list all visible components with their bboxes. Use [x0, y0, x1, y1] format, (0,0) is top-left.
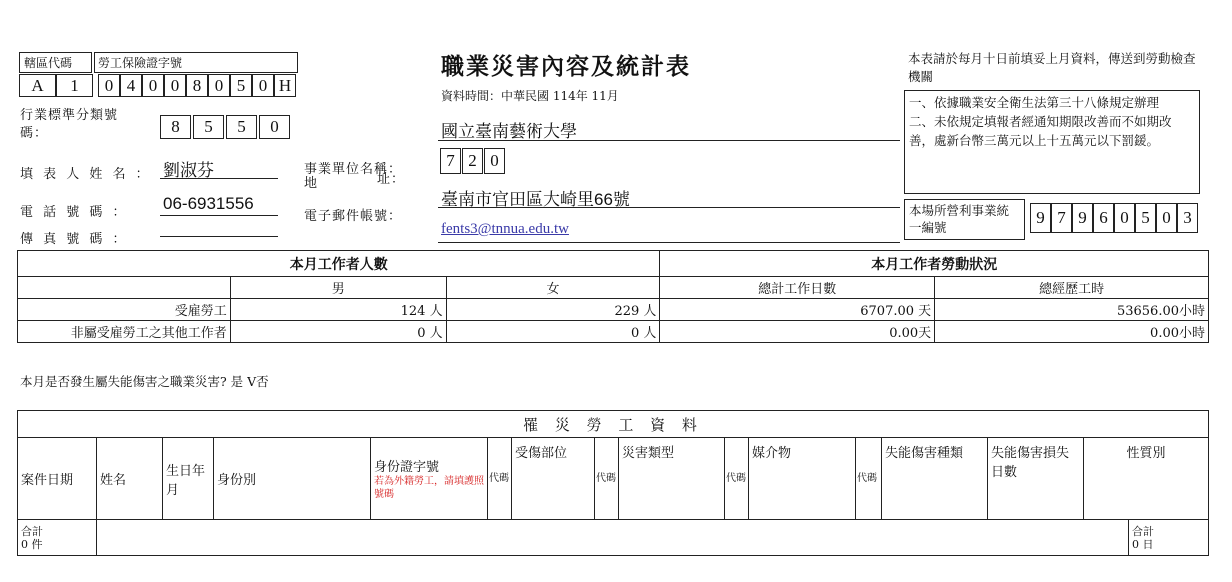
table-row	[18, 321, 1209, 343]
col-date: 案件日期	[18, 438, 97, 520]
page-title: 職業災害內容及統計表	[441, 53, 691, 80]
insurance-no-label: 勞工保險證字號	[94, 52, 298, 73]
tax-id-label: 本場所營利事業統一編號	[904, 199, 1025, 240]
total-hours-header: 總經歷工時	[935, 277, 1209, 299]
insurance-no-digit: 0	[252, 74, 274, 97]
col-code-3: 代碼	[725, 438, 749, 520]
industry-code-digit: 0	[259, 115, 290, 139]
filler-name-label: 填 表 人 姓 名 ：	[20, 167, 152, 182]
total-blank	[97, 520, 1129, 556]
col-injury-part: 受傷部位	[512, 438, 595, 520]
female-header: 女	[446, 277, 660, 299]
region-code-digit: A	[19, 74, 56, 97]
col-medium: 媒介物	[749, 438, 856, 520]
id-number-note: 若為外籍勞工，請填護照號碼	[374, 476, 484, 500]
female-count: 229 人	[446, 299, 660, 321]
col-id-number	[371, 438, 488, 520]
insurance-no-digit: 8	[186, 74, 208, 97]
industry-code-digit: 8	[160, 115, 191, 139]
unit-name: 國立臺南藝術大學	[441, 122, 577, 141]
worker-stats-table	[17, 250, 1209, 343]
total-days: 0.00天	[660, 321, 935, 343]
col-code-2: 代碼	[595, 438, 619, 520]
postal-code-digit: 0	[484, 148, 505, 174]
insurance-no-digit: 4	[120, 74, 142, 97]
tax-id-digit: 7	[1051, 203, 1072, 233]
tax-id-digit: 9	[1030, 203, 1051, 233]
tax-id-digit: 3	[1177, 203, 1198, 233]
fax-label: 傳 真 號 碼 ：	[20, 232, 129, 247]
tax-id-digit: 9	[1072, 203, 1093, 233]
table-row	[18, 299, 1209, 321]
total-cases: 合計 0 件	[18, 520, 97, 556]
filler-name-underline	[160, 178, 278, 179]
insurance-no-digit: 0	[98, 74, 120, 97]
address-underline	[438, 207, 900, 208]
row-label: 非屬受雇勞工之其他工作者	[18, 321, 231, 343]
address-label-2: 址：	[377, 172, 406, 187]
phone-underline	[160, 215, 278, 216]
email-label: 電子郵件帳號：	[304, 209, 403, 224]
unit-name-label: 事業單位名稱：	[304, 162, 403, 177]
email-link[interactable]: fents3@tnnua.edu.tw	[441, 221, 569, 237]
id-number-label: 身份證字號	[374, 460, 440, 475]
insurance-no-digit: H	[274, 74, 296, 97]
male-header: 男	[230, 277, 446, 299]
insurance-no-digit: 0	[142, 74, 164, 97]
insurance-no-digit: 0	[208, 74, 230, 97]
male-count: 124 人	[230, 299, 446, 321]
tax-id-digit: 5	[1135, 203, 1156, 233]
address-value: 臺南市官田區大崎里66號	[441, 190, 630, 209]
total-hours: 53656.00小時	[935, 299, 1209, 321]
region-code-digit: 1	[56, 74, 93, 97]
tax-id-digit: 0	[1156, 203, 1177, 233]
industry-code-digit: 5	[193, 115, 224, 139]
worker-count-title: 本月工作者人數	[18, 251, 660, 277]
phone-value: 06-6931556	[163, 194, 254, 213]
disaster-table	[17, 410, 1209, 556]
industry-code-label: 行業標準分類號碼：	[20, 108, 119, 141]
col-birth: 生日年月	[163, 438, 214, 520]
filler-name: 劉淑芬	[163, 161, 214, 180]
tax-id-digit: 6	[1093, 203, 1114, 233]
total-days-header: 總計工作日數	[660, 277, 935, 299]
blank-header-cell	[18, 277, 231, 299]
col-code-1: 代碼	[488, 438, 512, 520]
submit-note: 本表請於每月十日前填妥上月資料，傳送到勞動檢查機關	[908, 51, 1196, 84]
col-lost-days: 失能傷害損失日數	[988, 438, 1084, 520]
row-label: 受雇勞工	[18, 299, 231, 321]
female-count: 0 人	[446, 321, 660, 343]
region-code-label: 轄區代碼	[19, 52, 92, 73]
col-nature: 性質別	[1084, 438, 1209, 520]
industry-code-digit: 5	[226, 115, 257, 139]
disaster-table-title: 罹 災 勞 工 資 料	[18, 411, 1209, 438]
email-underline	[438, 242, 900, 243]
phone-label: 電 話 號 碼 ：	[20, 205, 129, 220]
data-period: 資料時間：中華民國 114年 11月	[441, 89, 619, 103]
tax-id-digit: 0	[1114, 203, 1135, 233]
unit-name-underline	[438, 140, 900, 141]
regulation-note: 一、依據職業安全衛生法第三十八條規定辦理 二、未依規定填報者經通知期限改善而不如期改善，處新台幣三萬元以上十五萬元以下罰鍰。	[904, 90, 1200, 194]
insurance-no-digit: 5	[230, 74, 252, 97]
col-identity: 身份別	[214, 438, 371, 520]
insurance-no-digit: 0	[164, 74, 186, 97]
col-name: 姓名	[97, 438, 163, 520]
disability-question: 本月是否發生屬失能傷害之職業災害? 是 V否	[20, 374, 269, 389]
postal-code-digit: 7	[440, 148, 461, 174]
col-disaster-type: 災害類型	[619, 438, 725, 520]
col-code-4: 代碼	[856, 438, 882, 520]
total-hours: 0.00小時	[935, 321, 1209, 343]
fax-underline	[160, 236, 278, 237]
address-label-1: 地	[304, 176, 319, 191]
total-days: 6707.00 天	[660, 299, 935, 321]
labor-status-title: 本月工作者勞動狀況	[660, 251, 1209, 277]
postal-code-digit: 2	[462, 148, 483, 174]
total-days-lost: 合計 0 日	[1129, 520, 1209, 556]
male-count: 0 人	[230, 321, 446, 343]
col-disability-type: 失能傷害種類	[882, 438, 988, 520]
